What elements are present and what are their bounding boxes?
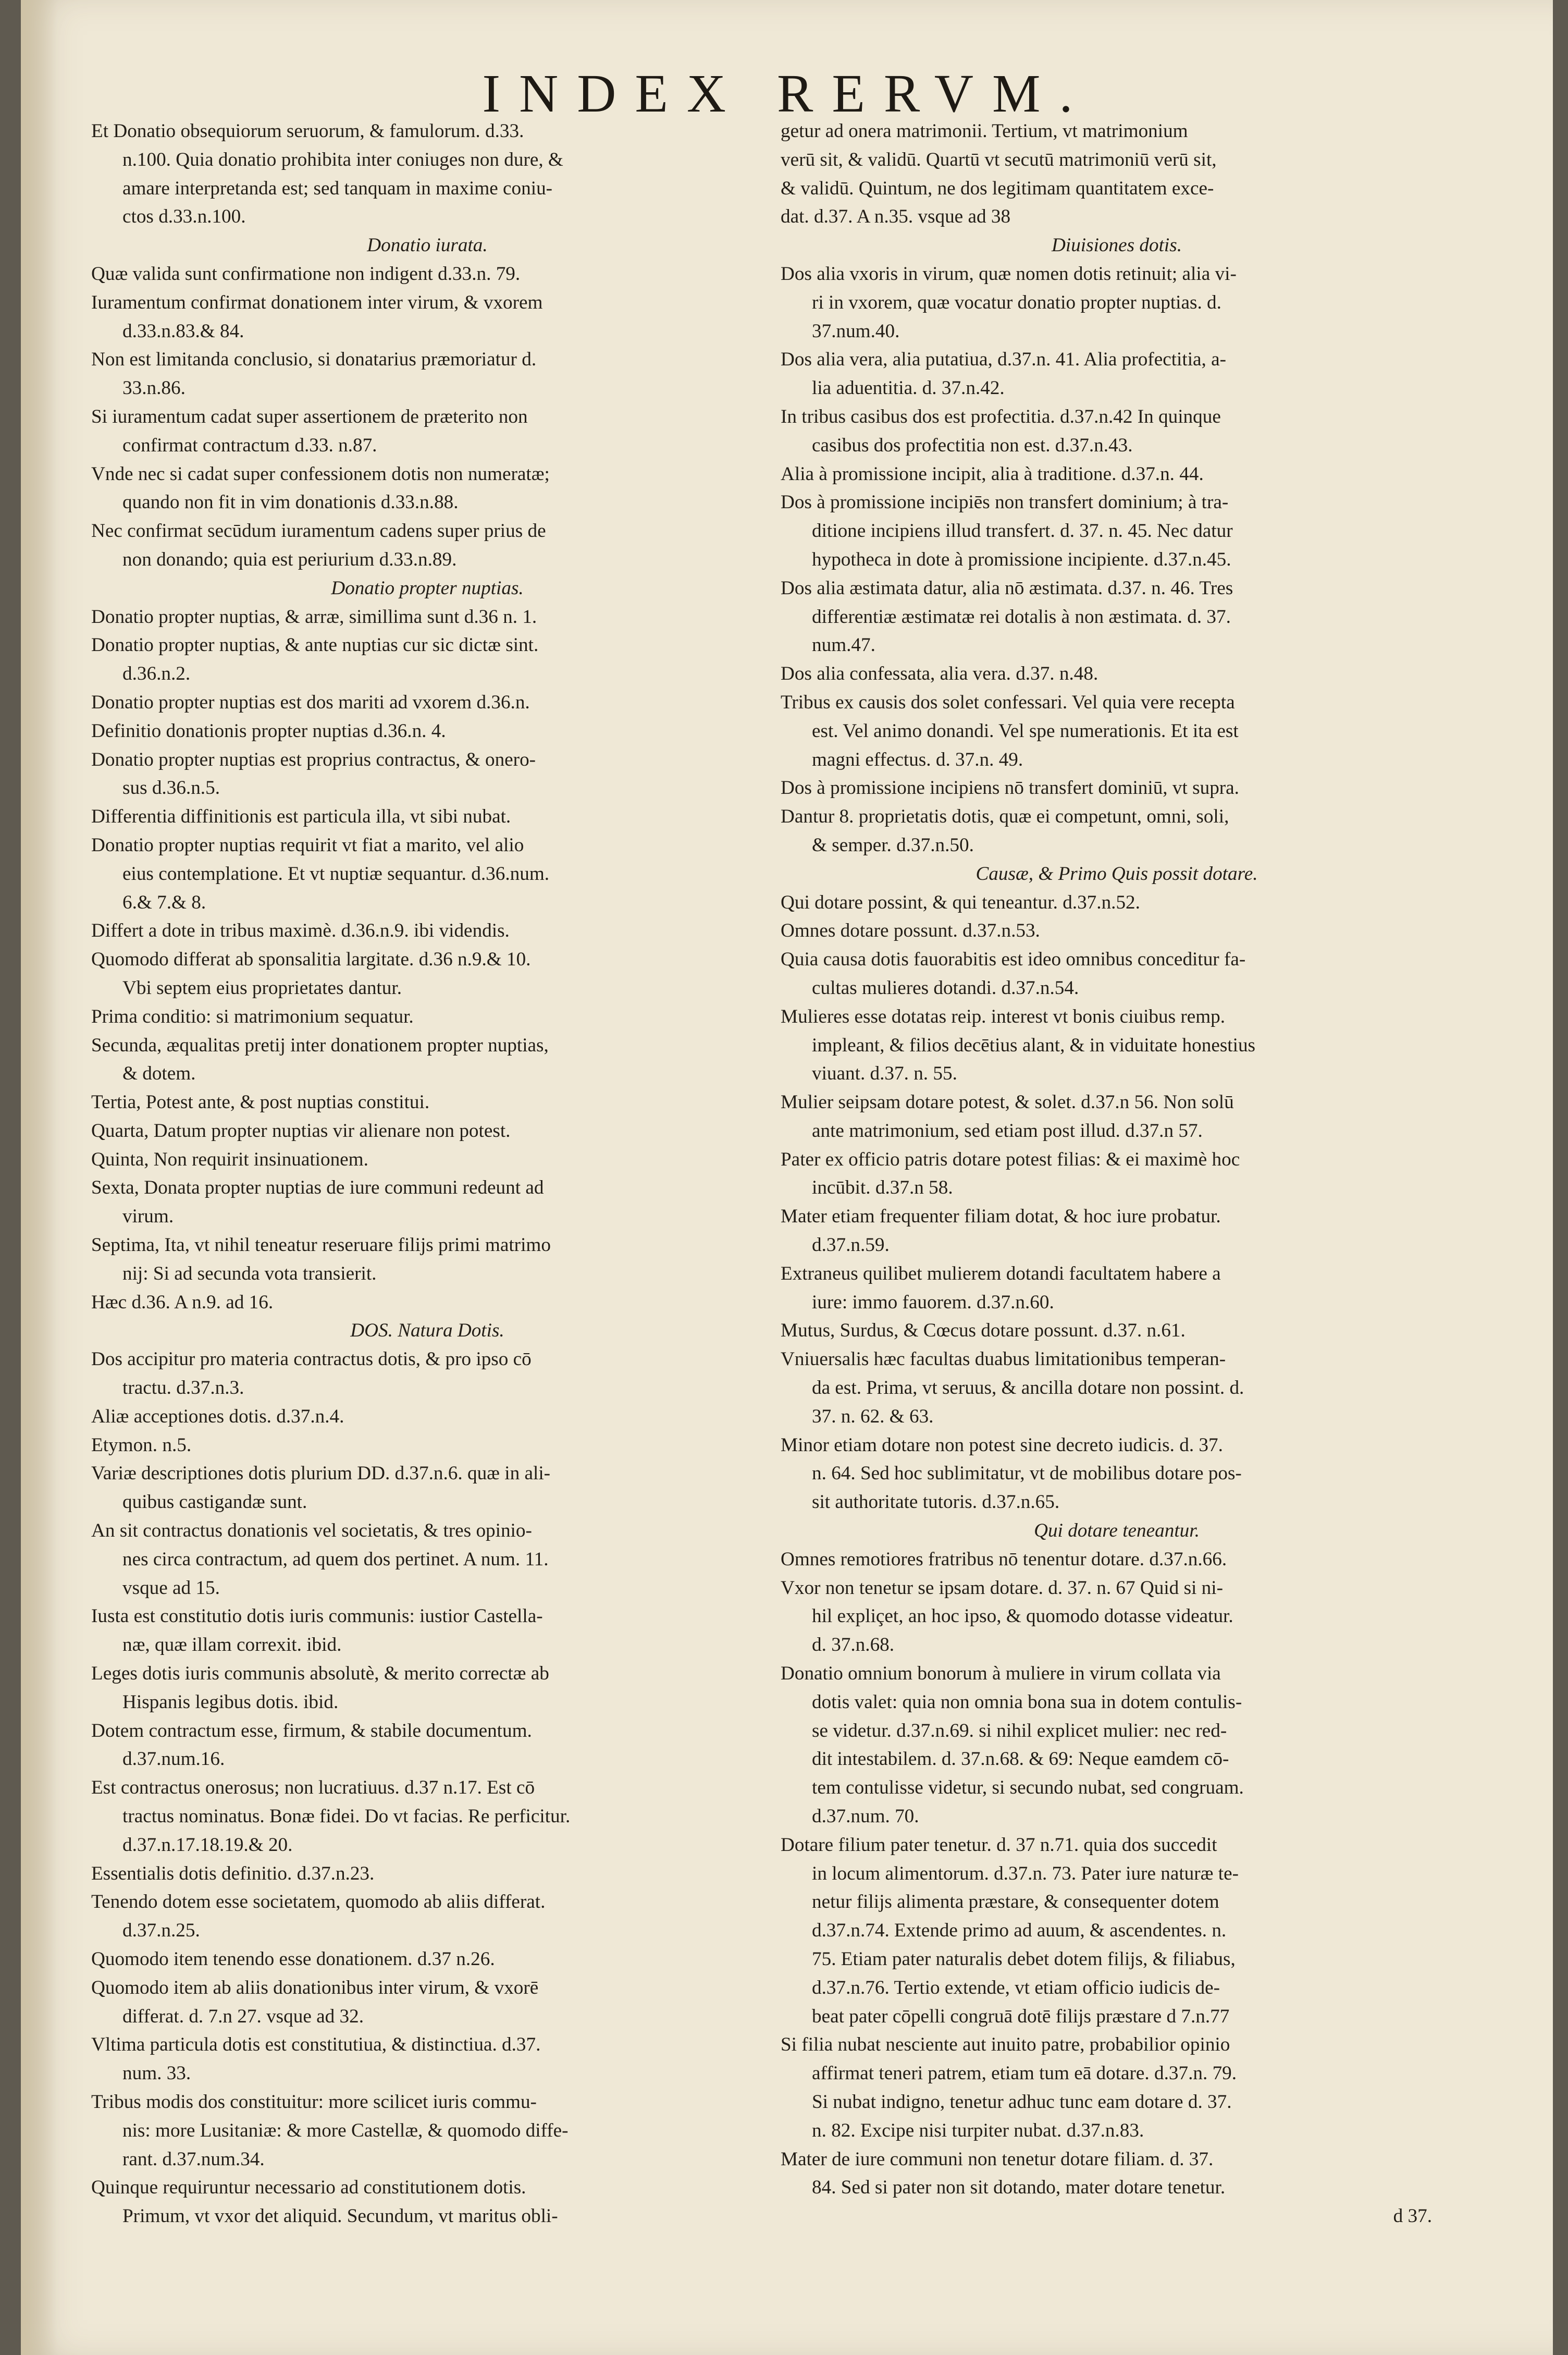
index-line: virum. [122,1206,174,1228]
index-line: In tribus casibus dos est profectitia. d.37.n.42 In quinque [781,406,1221,427]
left-column [91,117,763,2231]
index-line: Leges dotis iuris communis absolutè, & merito correctæ ab [91,1663,549,1685]
index-line: d 37. [1393,2205,1432,2227]
index-line: nes circa contractum, ad quem dos pertinet. A num. 11. [122,1548,549,1570]
index-line: Omnes dotare possunt. d.37.n.53. [781,920,1040,942]
index-line: Aliæ acceptiones dotis. d.37.n.4. [91,1405,344,1427]
index-line: Donatio propter nuptias est proprius contractus, & onero- [91,749,536,770]
index-line: da est. Prima, vt seruus, & ancilla dotare non possint. d. [812,1377,1244,1399]
index-line: Dos à promissione incipiēs non transfert dominium; à tra- [781,492,1229,513]
index-line: hypotheca in dote à promissione incipiente. d.37.n.45. [812,548,1231,570]
index-line: Differt a dote in tribus maximè. d.36.n.9. ibi videndis. [91,920,510,942]
index-line: Quarta, Datum propter nuptias vir alienare non potest. [91,1120,511,1142]
index-line: tractu. d.37.n.3. [122,1377,244,1399]
index-line: est. Vel animo donandi. Vel spe numerationis. Et ita est [812,720,1239,742]
index-line: d.37.num. 70. [812,1806,919,1827]
index-line: iure: immo fauorem. d.37.n.60. [812,1291,1054,1313]
index-line: ditione incipiens illud transfert. d. 37. n. 45. Nec datur [812,520,1233,542]
index-line: lia aduentitia. d. 37.n.42. [812,377,1005,399]
index-line: hil expliçet, an hoc ipso, & quomodo dotasse videatur. [812,1605,1233,1627]
index-line: Essentialis dotis definitio. d.37.n.23. [91,1862,375,1884]
index-line: verū sit, & validū. Quartū vt secutū matrimoniū verū sit, [781,149,1217,170]
index-line: Mulieres esse dotatas reip. interest vt bonis ciuibus remp. [781,1005,1226,1027]
index-line: magni effectus. d. 37.n. 49. [812,749,1023,770]
index-line: Dotem contractum esse, firmum, & stabile documentum. [91,1720,532,1741]
section-heading: Causæ, & Primo Quis possit dotare. [976,863,1258,885]
index-line: dotis valet: quia non omnia bona sua in dotem contulis- [812,1691,1242,1713]
index-line: Quinta, Non requirit insinuationem. [91,1148,368,1170]
index-line: sus d.36.n.5. [122,777,220,799]
index-line: d.37.n.74. Extende primo ad auum, & ascendentes. n. [812,1920,1227,1942]
index-line: tem contulisse videtur, si secundo nubat, sed congruam. [812,1777,1244,1799]
index-line: affirmat teneri patrem, etiam tum eā dotare. d.37.n. 79. [812,2063,1237,2084]
section-heading: Donatio iurata. [367,235,488,256]
index-line: Quomodo item ab aliis donationibus inter virum, & vxorē [91,1977,539,1998]
index-line: 37.num.40. [812,320,900,342]
index-line: Dos alia confessata, alia vera. d.37. n.48. [781,663,1098,685]
index-line: & dotem. [122,1063,196,1085]
index-line: sit authoritate tutoris. d.37.n.65. [812,1491,1060,1513]
index-line: cultas mulieres dotandi. d.37.n.54. [812,977,1079,999]
index-line: Donatio propter nuptias, & arræ, simillima sunt d.36 n. 1. [91,606,537,628]
index-line: Iuramentum confirmat donationem inter virum, & vxorem [91,291,543,313]
index-line: dat. d.37. A n.35. vsque ad 38 [781,206,1011,228]
index-line: Donatio omnium bonorum à muliere in virum collata via [781,1663,1221,1685]
index-line: Etymon. n.5. [91,1434,192,1456]
index-line: & semper. d.37.n.50. [812,834,974,856]
index-line: næ, quæ illam correxit. ibid. [122,1634,342,1656]
index-line: An sit contractus donationis vel societatis, & tres opinio- [91,1520,532,1542]
index-line: Donatio propter nuptias est dos mariti ad vxorem d.36.n. [91,691,530,713]
index-line: Tenendo dotem esse societatem, quomodo ab aliis differat. [91,1891,546,1913]
index-line: Extraneus quilibet mulierem dotandi facultatem habere a [781,1262,1221,1284]
index-line: casibus dos profectitia non est. d.37.n.43. [812,434,1133,456]
index-line: Tertia, Potest ante, & post nuptias constitui. [91,1091,430,1113]
index-line: Vltima particula dotis est constitutiua, & distinctiua. d.37. [91,2034,541,2056]
index-line: ri in vxorem, quæ vocatur donatio propter nuptias. d. [812,291,1221,313]
index-line: Non est limitanda conclusio, si donatarius præmoriatur d. [91,349,537,371]
index-line: Tribus ex causis dos solet confessari. Vel quia vere recepta [781,691,1235,713]
index-line: Pater ex officio patris dotare potest filias: & ei maximè hoc [781,1148,1240,1170]
index-line: n.100. Quia donatio prohibita inter coniuges non dure, & [122,149,563,170]
index-line: d.37.num.16. [122,1748,225,1770]
index-line: Primum, vt vxor det aliquid. Secundum, vt maritus obli- [122,2205,558,2227]
index-line: Tribus modis dos constituitur: more scilicet iuris commu- [91,2091,537,2113]
index-line: Prima conditio: si matrimonium sequatur. [91,1005,414,1027]
index-line: non donando; quia est periurium d.33.n.89. [122,548,457,570]
index-line: 37. n. 62. & 63. [812,1405,934,1427]
index-line: Dantur 8. proprietatis dotis, quæ ei competunt, omni, soli, [781,806,1229,828]
index-line: ante matrimonium, sed etiam post illud. d.37.n 57. [812,1120,1203,1142]
section-heading: Qui dotare teneantur. [1034,1520,1200,1542]
index-line: Mutus, Surdus, & Cœcus dotare possunt. d.37. n.61. [781,1320,1186,1342]
index-line: se videtur. d.37.n.69. si nihil explicet mulier: nec red- [812,1720,1227,1741]
index-line: vsque ad 15. [122,1577,220,1599]
index-line: Dos alia vxoris in virum, quæ nomen dotis retinuit; alia vi- [781,263,1237,285]
index-line: beat pater cōpelli congruā dotē filijs præstare d 7.n.77 [812,2005,1230,2027]
index-line: n. 82. Excipe nisi turpiter nubat. d.37.n.83. [812,2119,1144,2141]
index-line: Donatio propter nuptias requirit vt fiat a marito, vel alio [91,834,524,856]
index-line: Dotare filium pater tenetur. d. 37 n.71. quia dos succedit [781,1834,1217,1856]
index-line: Secunda, æqualitas pretij inter donationem propter nuptias, [91,1034,549,1056]
index-line: Si iuramentum cadat super assertionem de præterito non [91,406,528,427]
index-line: d.36.n.2. [122,663,191,685]
index-line: netur filijs alimenta præstare, & consequenter dotem [812,1891,1219,1913]
index-line: Omnes remotiores fratribus nō tenentur dotare. d.37.n.66. [781,1548,1227,1570]
index-line: Mater de iure communi non tenetur dotare filiam. d. 37. [781,2148,1214,2170]
index-line: nij: Si ad secunda vota transierit. [122,1262,377,1284]
section-heading: DOS. Natura Dotis. [350,1320,504,1342]
index-line: Dos à promissione incipiens nō transfert dominiū, vt supra. [781,777,1239,799]
index-line: Iusta est constitutio dotis iuris communis: iustior Castella- [91,1605,543,1627]
index-line: 75. Etiam pater naturalis debet dotem filijs, & filiabus, [812,1948,1236,1970]
index-line: Hispanis legibus dotis. ibid. [122,1691,339,1713]
book-page [21,0,1553,2355]
index-line: dit intestabilem. d. 37.n.68. & 69: Neque eamdem cō- [812,1748,1229,1770]
index-line: impleant, & filios decētius alant, & in viduitate honestius [812,1034,1256,1056]
right-column [781,117,1453,2231]
index-line: Mulier seipsam dotare potest, & solet. d.37.n 56. Non solū [781,1091,1234,1113]
index-line: getur ad onera matrimonii. Tertium, vt matrimonium [781,120,1188,142]
index-line: confirmat contractum d.33. n.87. [122,434,377,456]
index-line: num. 33. [122,2063,191,2084]
index-line: Et Donatio obsequiorum seruorum, & famulorum. d.33. [91,120,524,142]
index-line: Quomodo differat ab sponsalitia largitate. d.36 n.9.& 10. [91,949,531,971]
index-line: Mater etiam frequenter filiam dotat, & hoc iure probatur. [781,1206,1221,1228]
index-line: ctos d.33.n.100. [122,206,246,228]
index-line: 6.& 7.& 8. [122,891,206,913]
index-line: Alia à promissione incipit, alia à traditione. d.37.n. 44. [781,463,1204,485]
index-line: Definitio donationis propter nuptias d.36.n. 4. [91,720,446,742]
index-line: differat. d. 7.n 27. vsque ad 32. [122,2005,364,2027]
index-line: quando non fit in vim donationis d.33.n.88. [122,492,459,513]
index-line: nis: more Lusitaniæ: & more Castellæ, & quomodo diffe- [122,2119,569,2141]
index-line: Septima, Ita, vt nihil teneatur reseruare filijs primi matrimo [91,1234,551,1256]
index-line: Variæ descriptiones dotis plurium DD. d.37.n.6. quæ in ali- [91,1463,551,1485]
index-line: viuant. d.37. n. 55. [812,1063,957,1085]
index-line: d.37.n.17.18.19.& 20. [122,1834,293,1856]
page-title: INDEX RERVM. [482,64,1092,124]
index-line: Quæ valida sunt confirmatione non indigent d.33.n. 79. [91,263,521,285]
index-line: d.37.n.59. [812,1234,890,1256]
index-line: n. 64. Sed hoc sublimitatur, vt de mobilibus dotare pos- [812,1463,1242,1485]
index-line: amare interpretanda est; sed tanquam in maxime coniu- [122,177,553,199]
index-line: tractus nominatus. Bonæ fidei. Do vt facias. Re perficitur. [122,1806,571,1827]
index-line: 33.n.86. [122,377,186,399]
index-line: Si filia nubat nesciente aut inuito patre, probabilior opinio [781,2034,1230,2056]
index-line: d.37.n.25. [122,1920,200,1942]
index-line: Dos accipitur pro materia contractus dotis, & pro ipso cō [91,1348,532,1370]
index-line: quibus castigandæ sunt. [122,1491,307,1513]
index-line: Vbi septem eius proprietates dantur. [122,977,402,999]
index-line: Sexta, Donata propter nuptias de iure communi redeunt ad [91,1177,544,1199]
index-line: Hæc d.36. A n.9. ad 16. [91,1291,274,1313]
index-line: Quinque requiruntur necessario ad constitutionem dotis. [91,2177,526,2199]
index-line: incūbit. d.37.n 58. [812,1177,953,1199]
index-line: rant. d.37.num.34. [122,2148,265,2170]
index-line: num.47. [812,634,875,656]
index-line: in locum alimentorum. d.37.n. 73. Pater iure naturæ te- [812,1862,1239,1884]
index-line: Si nubat indigno, tenetur adhuc tunc eam dotare d. 37. [812,2091,1232,2113]
index-line: Differentia diffinitionis est particula illa, vt sibi nubat. [91,806,511,828]
index-line: Minor etiam dotare non potest sine decreto iudicis. d. 37. [781,1434,1223,1456]
index-line: 84. Sed si pater non sit dotando, mater dotare tenetur. [812,2177,1226,2199]
index-line: Est contractus onerosus; non lucratiuus. d.37 n.17. Est cō [91,1777,535,1799]
index-line: differentiæ æstimatæ rei dotalis à non æstimata. d. 37. [812,606,1231,628]
index-line: eius contemplatione. Et vt nuptiæ sequantur. d.36.num. [122,863,550,885]
index-line: Vnde nec si cadat super confessionem dotis non numeratæ; [91,463,550,485]
index-line: Vxor non tenetur se ipsam dotare. d. 37. n. 67 Quid si ni- [781,1577,1223,1599]
index-line: Nec confirmat secūdum iuramentum cadens super prius de [91,520,546,542]
index-line: Donatio propter nuptias, & ante nuptias cur sic dictæ sint. [91,634,539,656]
index-line: d. 37.n.68. [812,1634,895,1656]
index-line: d.33.n.83.& 84. [122,320,244,342]
index-line: Dos alia æstimata datur, alia nō æstimata. d.37. n. 46. Tres [781,577,1233,599]
index-line: Qui dotare possint, & qui teneantur. d.37.n.52. [781,891,1140,913]
index-line: Quia causa dotis fauorabitis est ideo omnibus conceditur fa- [781,949,1246,971]
index-line: Dos alia vera, alia putatiua, d.37.n. 41. Alia profectitia, a- [781,349,1227,371]
section-heading: Diuisiones dotis. [1052,235,1182,256]
index-line: Vniuersalis hæc facultas duabus limitationibus temperan- [781,1348,1226,1370]
section-heading: Donatio propter nuptias. [331,577,524,599]
index-line: Quomodo item tenendo esse donationem. d.37 n.26. [91,1948,495,1970]
index-line: d.37.n.76. Tertio extende, vt etiam officio iudicis de- [812,1977,1220,1998]
index-line: & validū. Quintum, ne dos legitimam quantitatem exce- [781,177,1214,199]
